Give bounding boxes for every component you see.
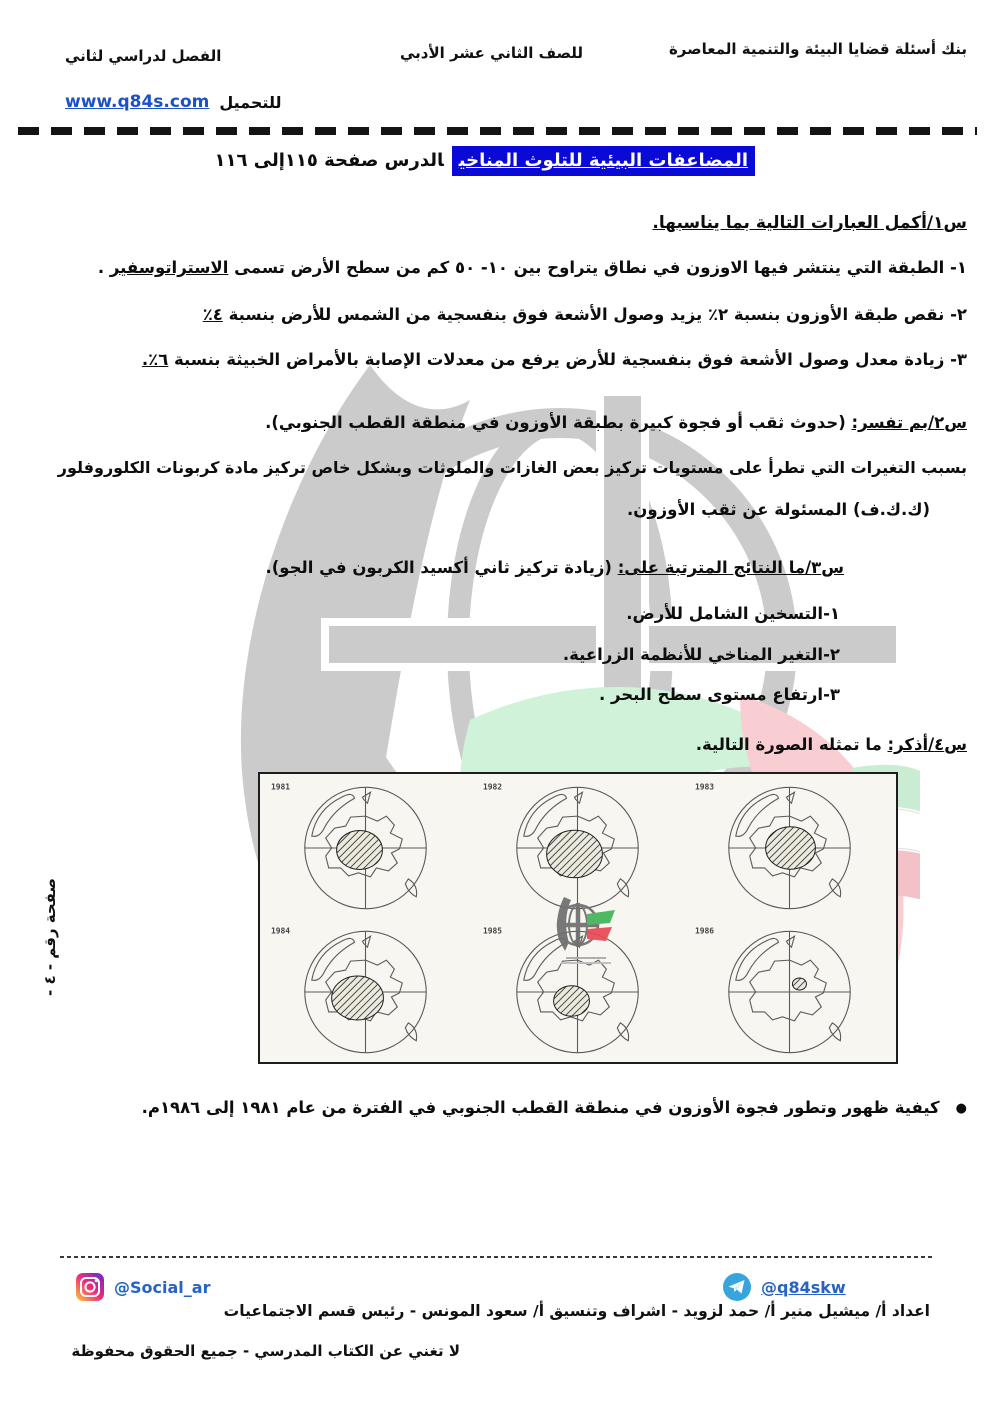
item-text: ١- الطبقة التي ينتشر فيها الاوزون في نطاق يتراوح بين ١٠- ٥٠ كم من سطح الأرض تسمى — [228, 258, 967, 277]
figure-caption: كيفية ظهور وتطور فجوة الأوزون في منطقة القطب الجنوبي في الفترة من عام ١٩٨١ إلى ١٩٨٦م. — [141, 1098, 940, 1117]
item-answer-blank: الاستراتوسفير — [109, 258, 229, 277]
header-grade: للصف الثاني عشر الأدبي — [400, 44, 584, 62]
question-2-prompt: (حدوث ثقب أو فجوة كبيرة بطبقة الأوزون في منطقة القطب الجنوبي). — [265, 413, 852, 432]
download-label: للتحميل — [219, 92, 282, 112]
question-2-answer-line-2: (ك.ك.ف) المسئولة عن ثقب الأوزون. — [627, 500, 930, 519]
instagram-row — [75, 1272, 210, 1302]
question-2-heading: س٢/بم تفسر: — [851, 413, 967, 432]
svg-text:1984: 1984 — [270, 926, 291, 936]
credits-line: اعداد أ/ ميشيل منير أ/ حمد لزويد - اشراف وتنسيق أ/ سعود المونس - رئيس قسم الاجتماعيات — [223, 1302, 930, 1320]
lesson-title-pages: الدرس صفحة ١١٥إلى ١١٦ — [214, 150, 444, 171]
mini-flag-red — [587, 927, 612, 941]
instagram-handle[interactable]: @Social_ar — [114, 1277, 211, 1297]
question-3-heading-row — [265, 558, 844, 577]
header-semester: الفصل لدراسي لثاني — [65, 47, 222, 65]
telegram-icon[interactable] — [722, 1272, 752, 1302]
svg-text:1983: 1983 — [694, 782, 715, 792]
instagram-icon[interactable] — [75, 1272, 105, 1302]
rights-line: لا تغني عن الكتاب المدرسي - جميع الحقوق محفوظة — [71, 1342, 460, 1360]
header-course-title: بنك أسئلة قضايا البيئة والتنمية المعاصرة — [668, 40, 967, 58]
item-text: ٢- نقص طبقة الأوزون بنسبة ٢٪ يزيد وصول الأشعة فوق بنفسجية من الشمس للأرض بنسبة — [222, 305, 967, 324]
telegram-handle[interactable]: @q84skw — [761, 1277, 846, 1297]
question-4-heading: س٤/أذكر: — [887, 735, 967, 754]
ozone-map-1983 — [684, 774, 896, 918]
telegram-row — [722, 1272, 846, 1302]
question-3-result-2: ٢-التغير المناخي للأنظمة الزراعية. — [562, 645, 840, 664]
item-answer-blank: ٤٪ — [202, 305, 223, 324]
ozone-map-1984 — [260, 918, 472, 1062]
question-4-heading-row — [696, 735, 967, 754]
question-3-heading: س٣/ما النتائج المترتبة على: — [617, 558, 844, 577]
figure-caption-row — [142, 1098, 967, 1120]
question-4-prompt: ما تمثله الصورة التالية. — [695, 735, 888, 754]
ozone-map-1981 — [260, 774, 472, 918]
question-3-result-1: ١-التسخين الشامل للأرض. — [626, 604, 840, 623]
question-3-result-3: ٣-ارتفاع مستوى سطح البحر . — [598, 685, 840, 704]
item-answer-blank: ٦٪. — [141, 350, 169, 369]
question-1-item-3 — [142, 350, 967, 369]
mini-flag-green — [587, 910, 615, 925]
question-1-item-1 — [98, 258, 967, 277]
dashed-divider — [18, 127, 977, 135]
question-1-heading: س١/أكمل العبارات التالية بما يناسبها. — [652, 213, 967, 233]
question-3-prompt: (زيادة تركيز ثاني أكسيد الكربون في الجو). — [265, 558, 618, 577]
question-1-item-2 — [203, 305, 967, 324]
download-row — [65, 92, 282, 112]
svg-text:1986: 1986 — [694, 926, 715, 936]
question-2-heading-row — [265, 413, 967, 432]
item-text: ٣- زيادة معدل وصول الأشعة فوق بنفسجية للأرض يرفع من معدلات الإصابة بالأمراض الخبيثة بنسبة — [168, 350, 967, 369]
svg-text:1985: 1985 — [482, 926, 503, 936]
question-2-answer-line-1: بسبب التغيرات التي تطرأ على مستويات تركيز بعض الغازات والملوثات وبشكل خاص تركيز مادة كربونات الكلوروفلور — [57, 458, 967, 477]
lesson-title-row — [215, 150, 755, 171]
lesson-title-highlighted: المضاعفات البيئية للتلوث المناخي — [452, 146, 755, 176]
ozone-map-1986 — [684, 918, 896, 1062]
publisher-logo-watermark — [548, 893, 622, 973]
page-number-label: صفحة رقم - ٤ - — [41, 878, 59, 996]
item-suffix: . — [97, 258, 110, 277]
svg-text:1981: 1981 — [270, 782, 291, 792]
svg-text:1982: 1982 — [482, 782, 503, 792]
bullet-icon: ● — [955, 1101, 967, 1116]
download-link[interactable]: www.q84s.com — [65, 92, 210, 112]
dotted-divider — [60, 1256, 932, 1258]
